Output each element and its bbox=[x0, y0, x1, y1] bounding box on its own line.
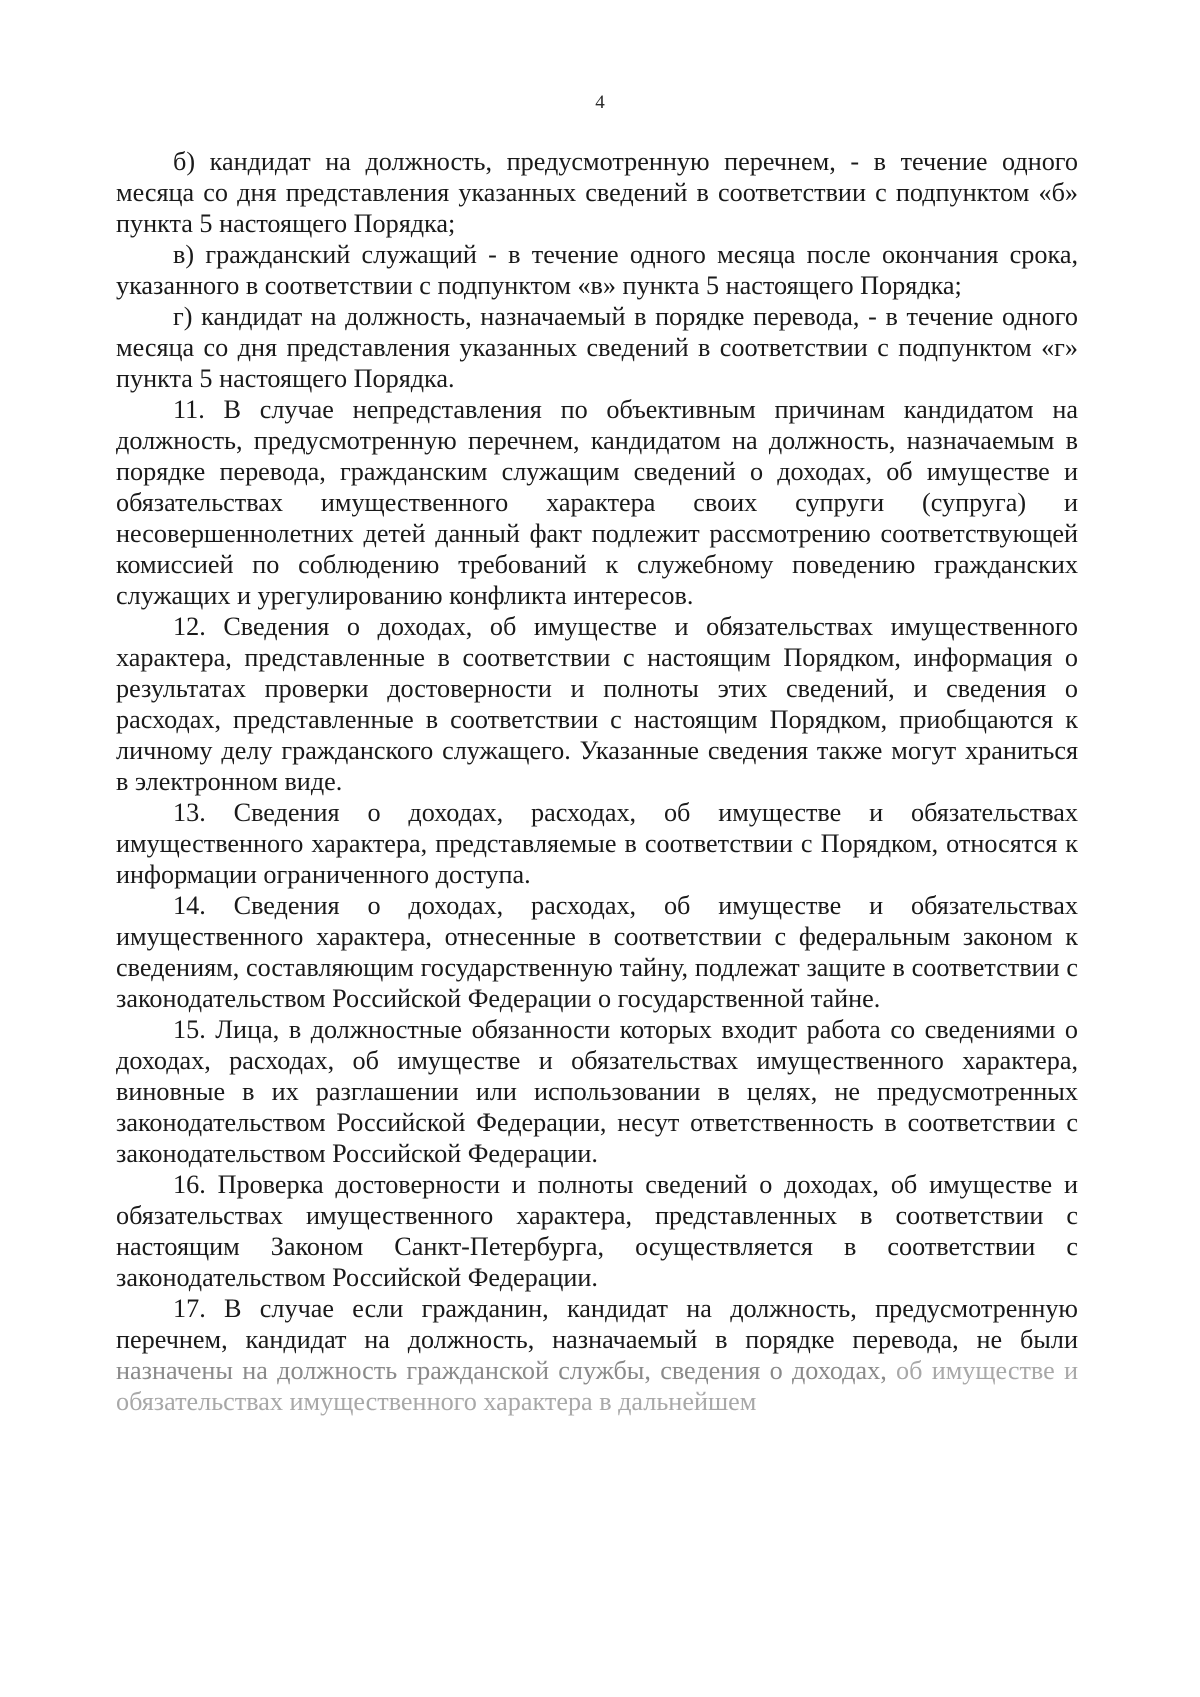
paragraph-subitem-v: в) гражданский служащий - в течение одного месяца после окончания срока, указанного в соответствии с подпунктом «в» пункта 5 настоящего Порядка; bbox=[116, 240, 1078, 300]
paragraph-subitem-b: б) кандидат на должность, предусмотренную перечнем, - в течение одного месяца со дня представления указанных сведений в соответствии с подпунктом «б» пункта 5 настоящего Порядка; bbox=[116, 147, 1078, 238]
paragraph-13: 13. Сведения о доходах, расходах, об имуществе и обязательствах имущественного характера, представляемые в соответствии с Порядком, относятся к информации ограниченного доступа. bbox=[116, 798, 1078, 889]
paragraph-15: 15. Лица, в должностные обязанности которых входит работа со сведениями о доходах, расходах, об имуществе и обязательствах имущественного характера, виновные в их разглашении или использовании в целях, не предусмотренных законодательством Российской Федерации, несут ответственность в соответствии с законодательством Российской Федерации. bbox=[116, 1015, 1078, 1168]
paragraph-17-line-2: назначены на должность гражданской службы, сведения о доходах, bbox=[116, 1356, 887, 1385]
paragraph-17 bbox=[116, 1293, 1078, 1417]
paragraph-12: 12. Сведения о доходах, об имуществе и обязательствах имущественного характера, представленные в соответствии с настоящим Порядком, информация о результатах проверки достоверности и полноты этих сведений, и сведения о расходах, представленные в соответствии с настоящим Порядком, приобщаются к личному делу гражданского служащего. Указанные сведения также могут храниться в электронном виде. bbox=[116, 612, 1078, 796]
paragraph-11: 11. В случае непредставления по объективным причинам кандидатом на должность, предусмотренную перечнем, кандидатом на должность, назначаемым в порядке перевода, гражданским служащим сведений о доходах, об имуществе и обязательствах имущественного характера своих супруги (супруга) и несовершеннолетних детей данный факт подлежит рассмотрению соответствующей комиссией по соблюдению требований к служебному поведению гражданских служащих и урегулированию конфликта интересов. bbox=[116, 395, 1078, 610]
paragraph-subitem-g: г) кандидат на должность, назначаемый в порядке перевода, - в течение одного месяца со дня представления указанных сведений в соответствии с подпунктом «г» пункта 5 настоящего Порядка. bbox=[116, 302, 1078, 393]
paragraph-16: 16. Проверка достоверности и полноты сведений о доходах, об имуществе и обязательствах имущественного характера, представленных в соответствии с настоящим Законом Санкт-Петербурга, осуществляется в соответствии с законодательством Российской Федерации. bbox=[116, 1170, 1078, 1292]
paragraph-17-line-1: 17. В случае если гражданин, кандидат на должность, предусмотренную перечнем, кандидат на должность, назначаемый в порядке перевода, не были bbox=[116, 1294, 1078, 1354]
paragraph-14: 14. Сведения о доходах, расходах, об имуществе и обязательствах имущественного характера, отнесенные в соответствии с федеральным законом к сведениям, составляющим государственную тайну, подлежат защите в соответствии с законодательством Российской Федерации о государственной тайне. bbox=[116, 891, 1078, 1013]
page-number: 4 bbox=[595, 92, 605, 113]
paragraph-17-line-3: об имуществе и обязательствах имущественного характера в дальнейшем bbox=[116, 1356, 1078, 1416]
document-body bbox=[116, 146, 1078, 1417]
